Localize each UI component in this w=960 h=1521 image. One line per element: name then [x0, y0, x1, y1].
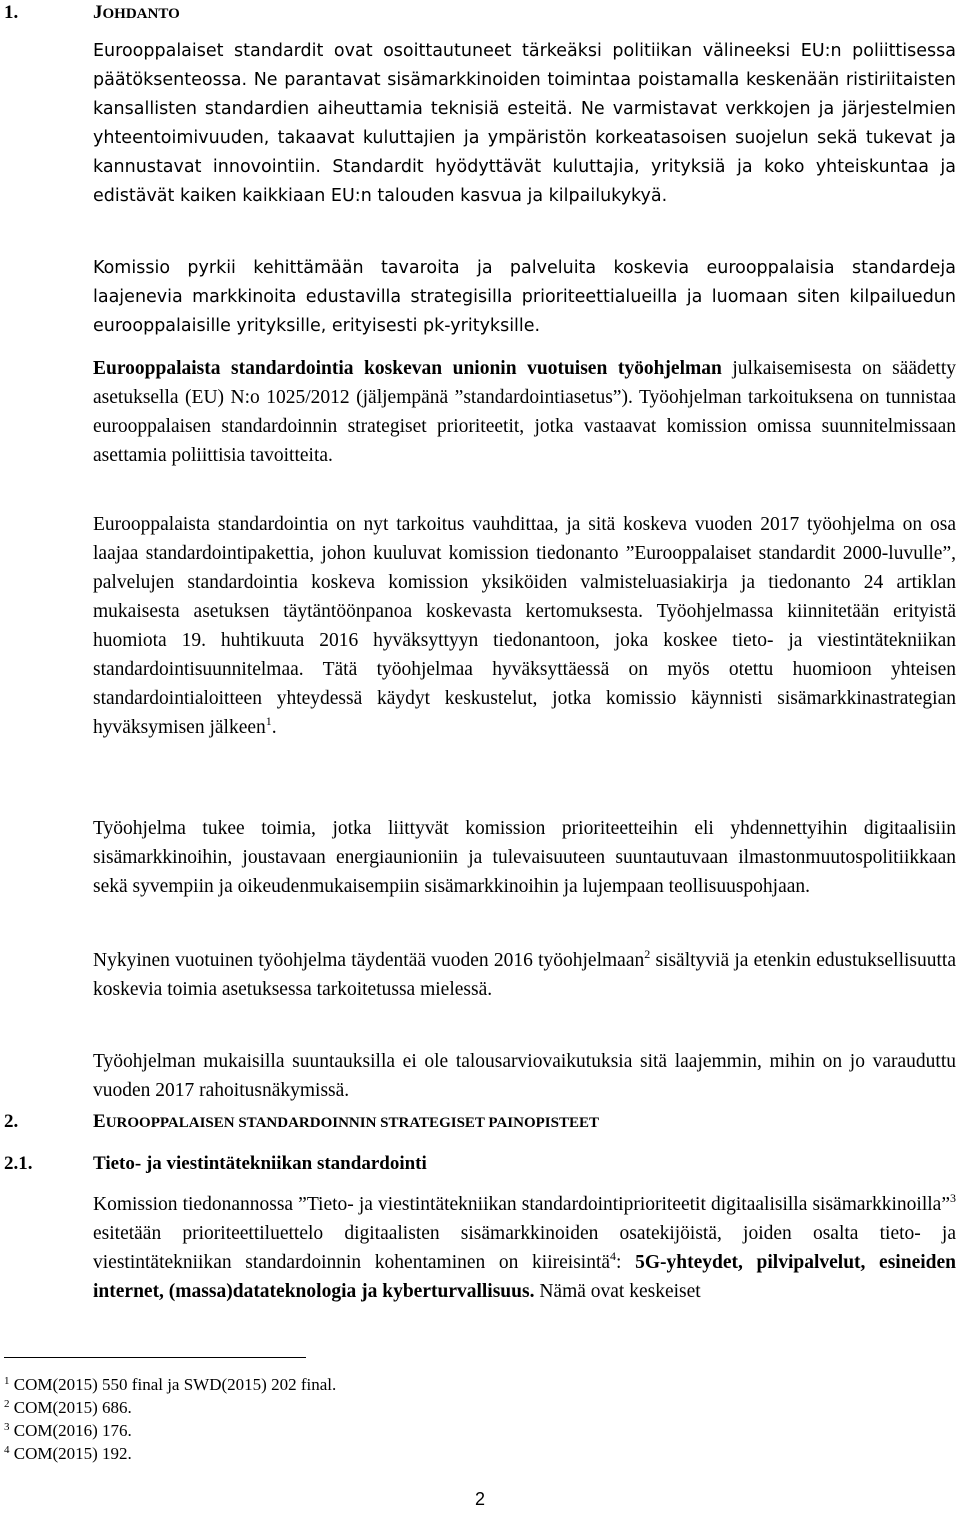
section-number: 2.1. — [4, 1153, 33, 1174]
page-number: 2 — [474, 1489, 485, 1509]
section-title: EUROOPPALAISEN STANDARDOINNIN STRATEGISET PAINOPISTEET — [93, 1111, 599, 1132]
footnotes — [4, 1373, 336, 1465]
section-number: 1. — [4, 2, 19, 23]
footnote-item: $^4$ COM(2015) 192. — [4, 1444, 132, 1463]
section-title: JOHDANTO — [93, 2, 180, 23]
section-title: Tieto- ja viestintätekniikan standardointi — [93, 1153, 427, 1174]
footnote-item: $^2$ COM(2015) 686. — [4, 1398, 132, 1417]
paragraph-complements: Nykyinen vuotuinen työohjelma täydentää vuoden 2016 työohjelmaan$^2$ sisältyviä ja etenkin edustuksellisuutta koskevia toimia asetuksessa tarkoitetussa mielessä. — [93, 947, 956, 1000]
footnote-item: $^1$ COM(2015) 550 final ja SWD(2015) 202 final. — [4, 1375, 337, 1394]
paragraph-standardisation-package: Eurooppalaista standardointia on nyt tarkoitus vauhdittaa, ja sitä koskeva vuoden 2017 työohjelma on osa laajaa standardointipakettia, johon kuuluvat komission tiedonanto ”Eurooppalaiset standardit 2000-luvulle”, palvelujen standardointia koskeva komission yksiköiden valmisteluasiakirja ja tiedonanto 24 artiklan mukaisesta asetuksen täytäntöönpanoa koskevasta kertomuksesta. Työohjelmassa kiinnitetään erityistä huomiota 19. huhtikuuta 2016 hyväksyttyyn tiedonantoon, joka koskee tieto- ja viestintätekniikan standardointisuunnitelmaa. Tätä työohjelmaa hyväksyttäessä on myös otettu huomioon yhteisen standardointialoitteen yhteydessä käydyt keskustelut, jotka komissio käynnisti sisämarkkinastrategian hyväksymisen jälkeen$^1$. — [93, 514, 956, 738]
paragraph-work-programme: Eurooppalaista standardointia koskevan unionin vuotuisen työohjelman julkaisemisesta on säädetty asetuksella (EU) N:o 1025/2012 (jäljempänä ”standardointiasetus”). Työohjelman tarkoituksena on tunnistaa eurooppalaisen standardoinnin strategiset prioriteetit, jotka vastaavat komission omissa suunnitelmissaan asettamia poliittisia tavoitteita. — [93, 358, 956, 466]
section-number: 2. — [4, 1111, 19, 1132]
footnote-ref-3[interactable]: 3 — [950, 1191, 956, 1205]
footnote-item: $^3$ COM(2016) 176. — [4, 1421, 132, 1440]
footnote-separator — [4, 1357, 306, 1358]
footnote-ref-2[interactable]: 2 — [644, 947, 651, 961]
paragraph-intro: Eurooppalaiset standardit ovat osoittautuneet tärkeäksi politiikan välineeksi EU:n poliittisessa päätöksenteossa. Ne parantavat sisämarkkinoiden toimintaa poistamalla keskenään ristiriitaisten kansallisten standardien aiheuttamia teknisiä esteitä. Ne varmistavat verkkojen ja järjestelmien yhteentoimivuuden, takaavat kuluttajien ja ympäristön korkeatasoisen suojelun sekä tukevat ja kannustavat innovointiin. Standardit hyödyttävät kuluttajia, yrityksiä ja koko yhteiskuntaa ja edistävät kaiken kaikkiaan EU:n talouden kasvua ja kilpailukykyä. — [93, 41, 956, 206]
paragraph-budget: Työohjelman mukaisilla suuntauksilla ei ole talousarviovaikutuksia sitä laajemmin, mihin on jo varauduttu vuoden 2017 rahoitusnäkymissä. — [93, 1051, 956, 1101]
footnote-ref-4[interactable]: 4 — [610, 1249, 617, 1263]
paragraph-commission-aims: Komissio pyrkii kehittämään tavaroita ja palveluita koskevia eurooppalaisia standardeja laajenevia markkinoita edustavilla strategisilla prioriteettialueilla ja luomaan siten kilpailuedun eurooppalaisille yrityksille, erityisesti pk-yrityksille. — [93, 258, 956, 336]
paragraph-priorities: Työohjelma tukee toimia, jotka liittyvät komission prioriteetteihin eli yhdennettyihin digitaalisiin sisämarkkinoihin, joustavaan energiaunioniin ja tulevaisuuteen suuntautuvaan ilmastonmuutospolitiikkaan sekä syvempiin ja oikeudenmukaisempiin sisämarkkinoihin ja lujempaan teollisuuspohjaan. — [93, 818, 956, 897]
footnote-ref-1[interactable]: 1 — [265, 714, 272, 728]
paragraph-ict-priorities: Komission tiedonannossa ”Tieto- ja viestintätekniikan standardointiprioriteetit digitaalisilla sisämarkkinoilla”$^3$ esitetään prioriteettiluettelo digitaalisten sisämarkkinoiden osatekijöistä, joiden osalta tieto- ja viestintätekniikan standardoinnin kohentaminen on kiireisintä$^4$: 5G-yhteydet, pilvipalvelut, esineiden internet, (massa)datateknologia ja kyberturvallisuus. Nämä ovat keskeiset — [93, 1191, 956, 1302]
